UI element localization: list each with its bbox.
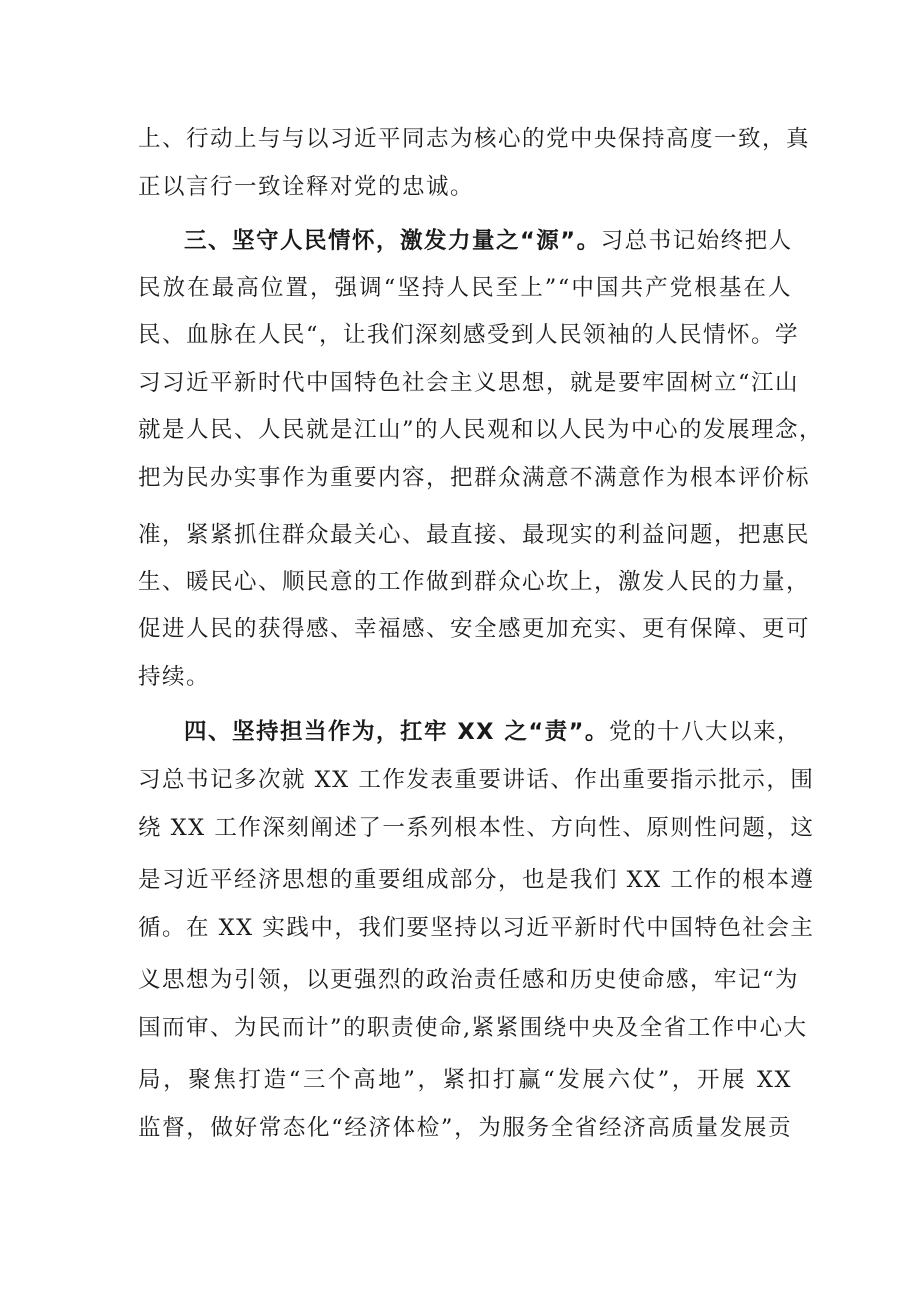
text-line: 把为民办实事作为重要内容，把群众满意不满意作为根本评价标 xyxy=(138,465,811,491)
text-line: 监督，做好常态化“经济体检”，为服务全省经济高质量发展贡 xyxy=(138,1115,792,1141)
text-line: 上、行动上与与以习近平同志为核心的党中央保持高度一致，真 xyxy=(138,126,811,152)
text-line: 绕 XX 工作深刻阐述了一系列根本性、方向性、原则性问题，这 xyxy=(138,815,815,841)
text-line: 习习近平新时代中国特色社会主义思想，就是要牢固树立“江山 xyxy=(138,370,800,396)
text-line: 局，聚焦打造“三个高地”，紧扣打赢“发展六仗”，开展 XX xyxy=(138,1067,792,1093)
text-line: 民、血脉在人民“，让我们深刻感受到人民领袖的人民情怀。学 xyxy=(138,322,800,348)
text-line: 民放在最高位置，强调“坚持人民至上”“中国共产党根基在人 xyxy=(138,275,792,301)
section-three-first-line-text: 习总书记始终把人 xyxy=(600,228,793,254)
text-line: 是习近平经济思想的重要组成部分，也是我们 XX 工作的根本遵 xyxy=(138,867,815,893)
section-four-first-line xyxy=(184,717,801,747)
text-line: 促进人民的获得感、幸福感、安全感更加充实、更有保障、更可 xyxy=(138,616,811,642)
section-four-first-line-text: 党的十八大以来， xyxy=(608,719,801,745)
section-three-heading: 三、坚守人民情怀，激发力量之“源”。 xyxy=(184,228,601,254)
text-line: 生、暖民心、顺民意的工作做到群众心坎上，激发人民的力量， xyxy=(138,569,811,595)
text-line: 准，紧紧抓住群众最关心、最直接、最现实的利益问题，把惠民 xyxy=(138,522,811,548)
section-four-heading: 四、坚持担当作为，扛牢 XX 之“责”。 xyxy=(184,719,609,745)
text-line: 持续。 xyxy=(138,664,211,690)
text-line: 国而审、为民而计”的职责使命,紧紧围绕中央及全省工作中心大 xyxy=(138,1015,808,1041)
text-line: 义思想为引领，以更强烈的政治责任感和历史使命感，牢记“为 xyxy=(138,967,800,993)
text-line: 就是人民、人民就是江山”的人民观和以人民为中心的发展理念， xyxy=(138,417,824,443)
section-three-first-line xyxy=(184,226,792,256)
text-line: 循。在 XX 实践中，我们要坚持以习近平新时代中国特色社会主 xyxy=(138,915,815,941)
text-line: 习总书记多次就 XX 工作发表重要讲话、作出重要指示批示，围 xyxy=(138,767,815,793)
text-line: 正以言行一致诠释对党的忠诚。 xyxy=(138,174,475,200)
